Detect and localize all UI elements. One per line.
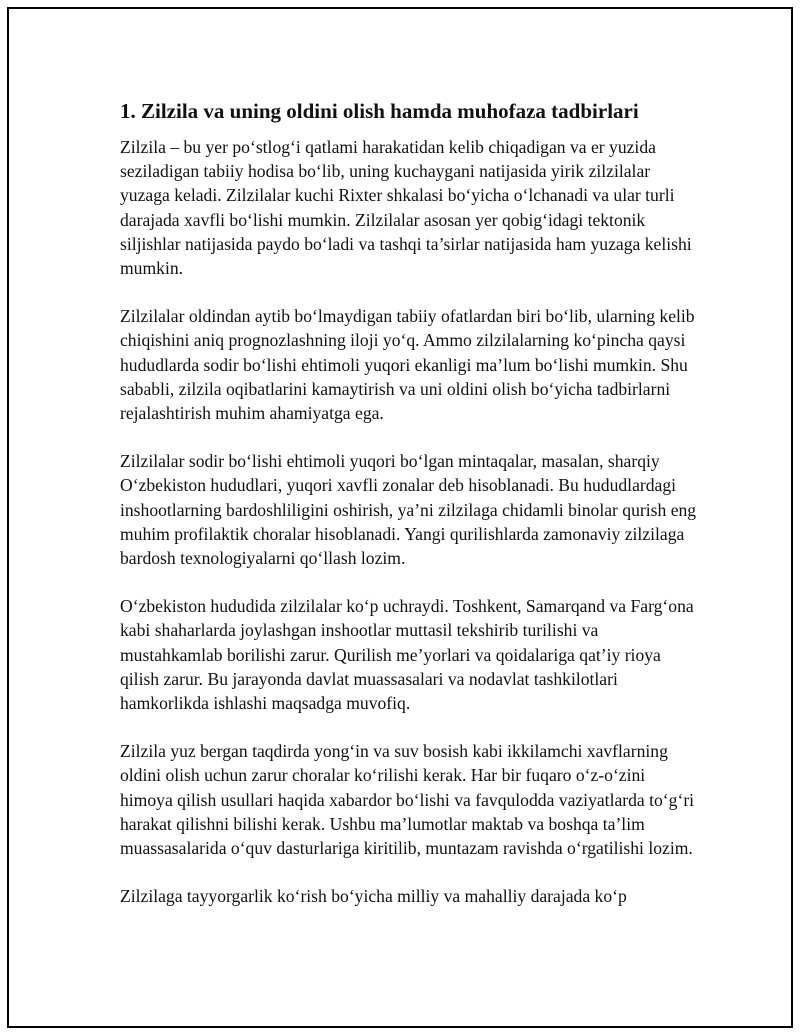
paragraph-3: Zilzilalar sodir bo‘lishi ehtimoli yuqori bo‘lgan mintaqalar, masalan, sharqiy O‘zbekiston hududlari, yuqori xavfli zonalar deb hisoblanadi. Bu hududlardagi inshootlarning bardoshliligini oshirish, ya’ni zilzilaga chidamli binolar qurish eng muhim profilaktik choralar hisoblanadi. Yangi qurilishlarda zamonaviy zilzilaga bardosh texnologiyalarni qo‘llash lozim. <box>120 451 697 569</box>
paragraph-5: Zilzila yuz bergan taqdirda yong‘in va suv bosish kabi ikkilamchi xavflarning oldini olish uchun zarur choralar ko‘rilishi kerak. Har bir fuqaro o‘z-o‘zini himoya qilish usullari haqida xabardor bo‘lishi va favqulodda vaziyatlarda to‘g‘ri harakat qilishni bilishi kerak. Ushbu ma’lumotlar maktab va boshqa ta’lim muassasalarida o‘quv dasturlariga kiritilib, muntazam ravishda o‘rgatilishi lozim. <box>120 741 695 859</box>
paragraph-1: Zilzila – bu yer po‘stlog‘i qatlami harakatidan kelib chiqadigan va er yuzida seziladigan tabiiy hodisa bo‘lib, uning kuchaygani natijasida yirik zilzilalar yuzaga keladi. Zilzilalar kuchi Rixter shkalasi bo‘yicha o‘lchanadi va ular turli darajada xavfli bo‘lishi mumkin. Zilzilalar asosan yer qobig‘idagi tektonik siljishlar natijasida paydo bo‘ladi va tashqi ta’sirlar natijasida ham yuzaga kelishi mumkin. <box>120 137 692 279</box>
paragraph-6: Zilzilaga tayyorgarlik ko‘rish bo‘yicha milliy va mahalliy darajada ko‘p <box>120 886 627 907</box>
paragraph-2: Zilzilalar oldindan aytib bo‘lmaydigan tabiiy ofatlardan biri bo‘lib, ularning kelib chiqishini aniq prognozlashning iloji yo‘q. Ammo zilzilalarning ko‘pincha qaysi hududlarda sodir bo‘lishi ehtimoli yuqori ekanligi ma’lum bo‘lishi mumkin. Shu sababli, zilzila oqibatlarini kamaytirish va uni oldini olish bo‘yicha tadbirlarni rejalashtirish muhim ahamiyatga ega. <box>120 306 695 424</box>
paragraph-4: O‘zbekiston hududida zilzilalar ko‘p uchraydi. Toshkent, Samarqand va Farg‘ona kabi shaharlarda joylashgan inshootlar muttasil tekshirib turilishi va mustahkamlab borilishi zarur. Qurilish me’yorlari va qoidalariga qat’iy rioya qilish zarur. Bu jarayonda davlat muassasalari va nodavlat tashkilotlari hamkorlikda ishlashi maqsadga muvofiq. <box>120 596 694 714</box>
page-frame <box>7 7 793 1028</box>
document-body <box>120 97 700 932</box>
document-title: 1. Zilzila va uning oldini olish hamda muhofaza tadbirlari <box>120 99 639 123</box>
